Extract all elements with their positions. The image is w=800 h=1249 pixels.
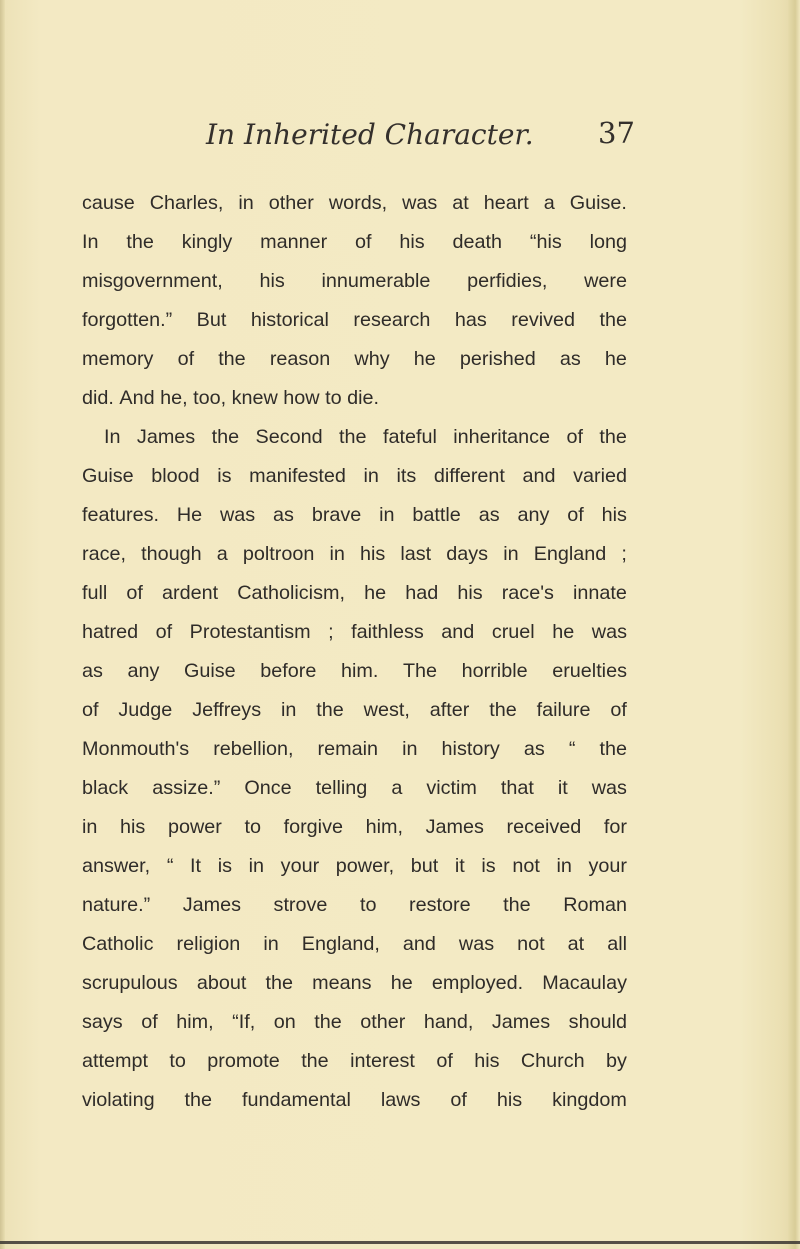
word: history bbox=[441, 738, 500, 760]
word: was bbox=[591, 621, 627, 643]
word: the bbox=[265, 972, 293, 994]
word: he bbox=[604, 348, 627, 370]
text-line bbox=[82, 184, 627, 223]
word: his bbox=[120, 816, 146, 838]
word: to bbox=[359, 894, 377, 916]
word: employed. bbox=[431, 972, 524, 994]
word: says bbox=[82, 1011, 123, 1033]
word: In bbox=[82, 231, 99, 253]
word: manner bbox=[260, 231, 328, 253]
word: his bbox=[259, 270, 285, 292]
word: words, bbox=[328, 192, 388, 214]
word: Roman bbox=[563, 894, 627, 916]
word: of bbox=[126, 582, 143, 604]
word: the bbox=[599, 426, 627, 448]
word: the bbox=[184, 1089, 213, 1111]
text-line bbox=[82, 496, 627, 535]
text-line bbox=[82, 769, 627, 808]
text-line bbox=[82, 886, 627, 925]
word: eruelties bbox=[552, 660, 627, 682]
word: was bbox=[458, 933, 495, 955]
word: the bbox=[126, 231, 154, 253]
word: ; bbox=[328, 621, 334, 643]
word: in bbox=[363, 465, 379, 487]
word: battle bbox=[412, 504, 461, 526]
word: Jeffreys bbox=[192, 699, 262, 721]
word: religion bbox=[176, 933, 241, 955]
word: He bbox=[176, 504, 203, 526]
word: fundamental bbox=[242, 1089, 351, 1111]
word: any bbox=[517, 504, 550, 526]
word: attempt bbox=[82, 1050, 148, 1072]
page-right-edge bbox=[788, 0, 800, 1249]
word: In bbox=[104, 426, 121, 448]
word: too, bbox=[193, 387, 227, 409]
word: as bbox=[559, 348, 581, 370]
word: And bbox=[119, 387, 155, 409]
word: answer, bbox=[82, 855, 151, 877]
word: that bbox=[500, 777, 534, 799]
word: perfidies, bbox=[467, 270, 548, 292]
word: a bbox=[543, 192, 555, 214]
word: received bbox=[506, 816, 582, 838]
word: knew bbox=[231, 387, 278, 409]
word: his bbox=[496, 1089, 523, 1111]
word: his bbox=[399, 231, 425, 253]
word: the bbox=[316, 699, 344, 721]
word: Guise. bbox=[569, 192, 627, 214]
word: scrupulous bbox=[82, 972, 178, 994]
word: memory bbox=[82, 348, 154, 370]
page-left-edge bbox=[0, 0, 5, 1249]
text-line bbox=[82, 730, 627, 769]
word: inheritance bbox=[453, 426, 551, 448]
word: revived bbox=[511, 309, 576, 331]
word: it bbox=[454, 855, 465, 877]
word: to bbox=[325, 387, 342, 409]
word: in bbox=[263, 933, 279, 955]
word: he, bbox=[160, 387, 188, 409]
word: race's bbox=[501, 582, 554, 604]
word: how bbox=[283, 387, 320, 409]
word: and bbox=[441, 621, 475, 643]
word: days bbox=[446, 543, 489, 565]
word: in bbox=[248, 855, 265, 877]
word: did. bbox=[82, 387, 114, 409]
word: Charles, bbox=[149, 192, 224, 214]
word: he bbox=[552, 621, 575, 643]
word: “ bbox=[568, 738, 576, 760]
word: his bbox=[457, 582, 483, 604]
word: innumerable bbox=[321, 270, 431, 292]
word: other bbox=[360, 1011, 406, 1033]
word: die. bbox=[347, 387, 379, 409]
word: about bbox=[196, 972, 247, 994]
word: after bbox=[429, 699, 470, 721]
word: should bbox=[568, 1011, 627, 1033]
word: his bbox=[474, 1050, 500, 1072]
word: not bbox=[517, 933, 545, 955]
word: of bbox=[82, 699, 99, 721]
word: historical bbox=[250, 309, 329, 331]
word: in bbox=[238, 192, 254, 214]
word: faithless bbox=[351, 621, 424, 643]
word: forgive bbox=[283, 816, 343, 838]
word: forgotten.” bbox=[82, 309, 173, 331]
text-line bbox=[82, 1003, 627, 1042]
word: innate bbox=[572, 582, 627, 604]
word: in bbox=[503, 543, 519, 565]
word: the bbox=[314, 1011, 342, 1033]
word: he bbox=[413, 348, 436, 370]
word: to bbox=[244, 816, 261, 838]
word: kingly bbox=[181, 231, 233, 253]
word: the bbox=[339, 426, 367, 448]
word: fateful bbox=[382, 426, 437, 448]
word: as bbox=[82, 660, 103, 682]
word: was bbox=[402, 192, 438, 214]
word: “his bbox=[529, 231, 562, 253]
word: rebellion, bbox=[213, 738, 294, 760]
word: of bbox=[355, 231, 372, 253]
word: “If, bbox=[232, 1011, 256, 1033]
text-line bbox=[82, 613, 627, 652]
word: heart bbox=[483, 192, 529, 214]
word: it bbox=[557, 777, 568, 799]
word: The bbox=[402, 660, 438, 682]
word: Monmouth's bbox=[82, 738, 190, 760]
word: strove bbox=[273, 894, 328, 916]
word: the bbox=[211, 426, 240, 448]
word: It bbox=[190, 855, 202, 877]
text-line bbox=[82, 223, 627, 262]
word: as bbox=[478, 504, 500, 526]
word: has bbox=[454, 309, 487, 331]
word: varied bbox=[573, 465, 627, 487]
word: on bbox=[273, 1011, 296, 1033]
word: horrible bbox=[461, 660, 528, 682]
word: him. bbox=[340, 660, 379, 682]
text-line bbox=[82, 418, 627, 457]
word: laws bbox=[380, 1089, 421, 1111]
word: why bbox=[354, 348, 390, 370]
text-line bbox=[82, 457, 627, 496]
word: he bbox=[364, 582, 387, 604]
word: of bbox=[436, 1050, 453, 1072]
text-line bbox=[82, 691, 627, 730]
word: had bbox=[405, 582, 439, 604]
word: at bbox=[452, 192, 469, 214]
word: is bbox=[481, 855, 496, 877]
word: of bbox=[567, 504, 584, 526]
word: Guise bbox=[82, 465, 134, 487]
word: ardent bbox=[162, 582, 219, 604]
word: “ bbox=[166, 855, 174, 877]
word: James bbox=[182, 894, 241, 916]
word: west, bbox=[363, 699, 410, 721]
page-bottom-shadow bbox=[0, 1241, 800, 1244]
text-line bbox=[82, 652, 627, 691]
word: the bbox=[599, 738, 627, 760]
word: but bbox=[410, 855, 439, 877]
word: James bbox=[136, 426, 196, 448]
word: victim bbox=[426, 777, 477, 799]
word: of bbox=[177, 348, 195, 370]
word: the bbox=[489, 699, 517, 721]
word: not bbox=[512, 855, 540, 877]
word: full bbox=[82, 582, 108, 604]
word: nature.” bbox=[82, 894, 151, 916]
word: James bbox=[425, 816, 484, 838]
word: James bbox=[491, 1011, 551, 1033]
word: by bbox=[606, 1050, 627, 1072]
text-line bbox=[82, 925, 627, 964]
running-title: In Inherited Character. bbox=[206, 118, 534, 151]
word: Church bbox=[520, 1050, 585, 1072]
word: power bbox=[167, 816, 222, 838]
body-text bbox=[82, 184, 627, 1120]
word: But bbox=[196, 309, 227, 331]
word: of bbox=[141, 1011, 158, 1033]
word: kingdom bbox=[552, 1089, 627, 1111]
word: interest bbox=[350, 1050, 415, 1072]
word: is bbox=[217, 855, 232, 877]
text-line bbox=[82, 262, 627, 301]
text-line bbox=[82, 301, 627, 340]
text-line bbox=[82, 340, 627, 379]
word: restore bbox=[409, 894, 471, 916]
page-number: 37 bbox=[598, 116, 635, 150]
word: Judge bbox=[118, 699, 173, 721]
word: features. bbox=[82, 504, 159, 526]
word: its bbox=[396, 465, 417, 487]
word: different bbox=[433, 465, 505, 487]
text-line bbox=[82, 379, 627, 418]
word: Protestantism bbox=[189, 621, 311, 643]
word: Macaulay bbox=[542, 972, 627, 994]
word: his bbox=[359, 543, 386, 565]
word: the bbox=[503, 894, 531, 916]
text-line bbox=[82, 574, 627, 613]
word: him, bbox=[365, 816, 403, 838]
text-line bbox=[82, 535, 627, 574]
word: a bbox=[216, 543, 228, 565]
word: in bbox=[379, 504, 395, 526]
word: Catholic bbox=[82, 933, 154, 955]
word: telling bbox=[315, 777, 368, 799]
word: death bbox=[452, 231, 503, 253]
text-line bbox=[82, 808, 627, 847]
word: Second bbox=[255, 426, 323, 448]
word: the bbox=[301, 1050, 329, 1072]
page-header bbox=[0, 106, 800, 156]
word: perished bbox=[459, 348, 536, 370]
word: were bbox=[584, 270, 627, 292]
word: remain bbox=[317, 738, 379, 760]
text-line bbox=[82, 1081, 627, 1120]
word: long bbox=[589, 231, 627, 253]
word: cruel bbox=[491, 621, 535, 643]
word: cause bbox=[82, 192, 135, 214]
word: of bbox=[155, 621, 173, 643]
word: as bbox=[523, 738, 545, 760]
word: other bbox=[268, 192, 314, 214]
word: power, bbox=[335, 855, 395, 877]
word: manifested bbox=[249, 465, 346, 487]
word: the bbox=[218, 348, 246, 370]
word: Guise bbox=[184, 660, 236, 682]
word: black bbox=[82, 777, 129, 799]
word: assize.” bbox=[152, 777, 221, 799]
word: his bbox=[601, 504, 627, 526]
word: last bbox=[400, 543, 432, 565]
word: means bbox=[312, 972, 372, 994]
word: brave bbox=[311, 504, 362, 526]
word: hand, bbox=[423, 1011, 474, 1033]
word: reason bbox=[269, 348, 331, 370]
word: before bbox=[260, 660, 317, 682]
text-line bbox=[82, 847, 627, 886]
word: ; bbox=[621, 543, 627, 565]
word: any bbox=[127, 660, 160, 682]
word: blood bbox=[151, 465, 200, 487]
word: and bbox=[402, 933, 436, 955]
word: Once bbox=[244, 777, 292, 799]
word: research bbox=[353, 309, 431, 331]
word: and bbox=[522, 465, 556, 487]
word: misgovernment, bbox=[82, 270, 223, 292]
word: of bbox=[450, 1089, 467, 1111]
word: poltroon bbox=[242, 543, 315, 565]
word: is bbox=[217, 465, 232, 487]
word: the bbox=[599, 309, 627, 331]
word: him, bbox=[176, 1011, 214, 1033]
word: hatred bbox=[82, 621, 139, 643]
word: violating bbox=[82, 1089, 155, 1111]
word: he bbox=[390, 972, 413, 994]
word: though bbox=[141, 543, 202, 565]
text-line bbox=[82, 1042, 627, 1081]
word: in bbox=[82, 816, 98, 838]
word: was bbox=[220, 504, 256, 526]
word: in bbox=[280, 699, 297, 721]
word: to bbox=[169, 1050, 186, 1072]
word: your bbox=[588, 855, 627, 877]
word: your bbox=[280, 855, 320, 877]
word: at bbox=[567, 933, 585, 955]
word: England bbox=[533, 543, 607, 565]
word: Catholicism, bbox=[237, 582, 345, 604]
word: in bbox=[556, 855, 572, 877]
word: was bbox=[591, 777, 627, 799]
word: a bbox=[391, 777, 403, 799]
word: in bbox=[329, 543, 345, 565]
word: for bbox=[603, 816, 627, 838]
word: all bbox=[607, 933, 627, 955]
word: promote bbox=[207, 1050, 280, 1072]
text-line bbox=[82, 964, 627, 1003]
word: of bbox=[566, 426, 583, 448]
word: failure bbox=[536, 699, 591, 721]
word: as bbox=[273, 504, 294, 526]
word: in bbox=[402, 738, 418, 760]
word: England, bbox=[301, 933, 380, 955]
word: race, bbox=[82, 543, 126, 565]
word: of bbox=[610, 699, 627, 721]
